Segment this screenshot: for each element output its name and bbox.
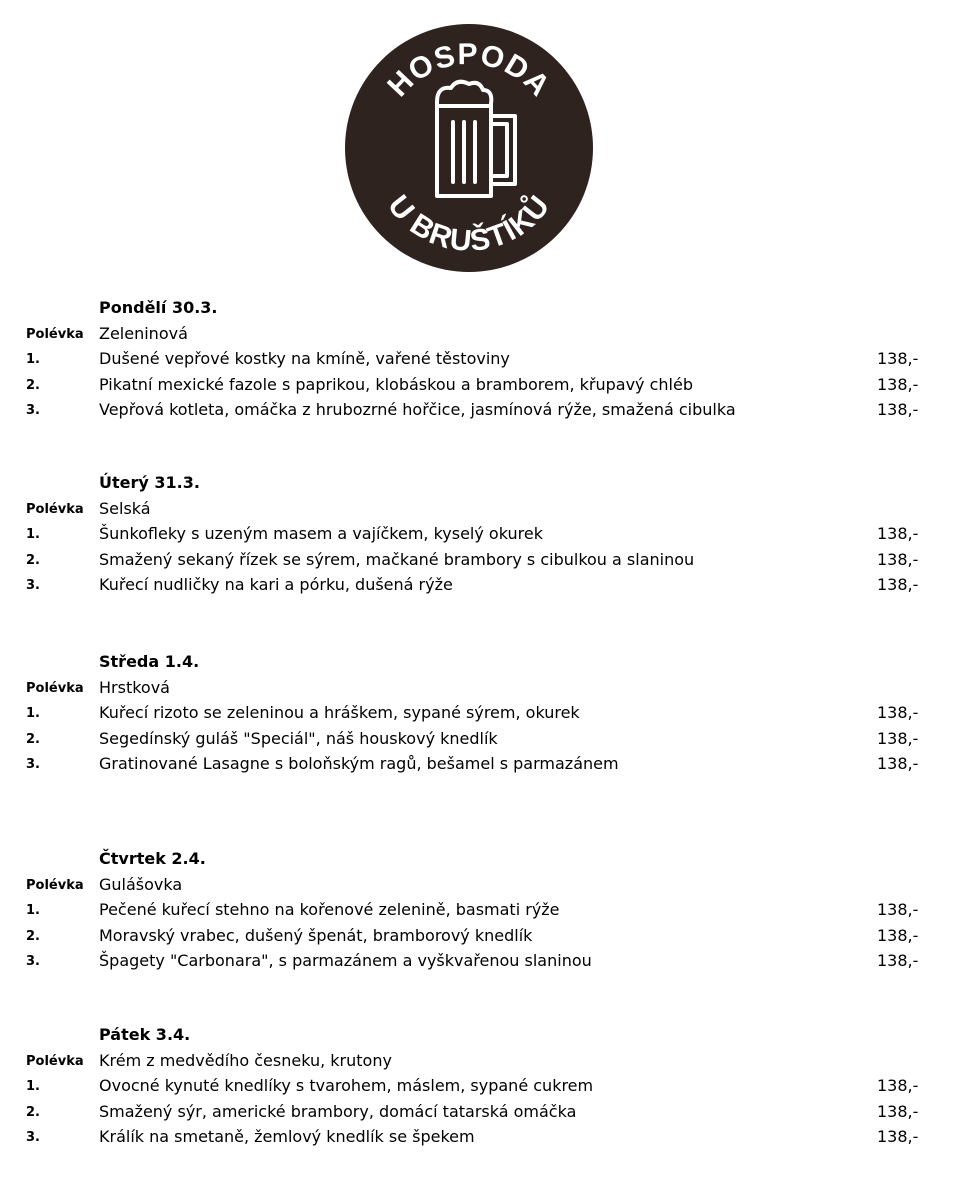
item-number: 2.	[26, 928, 40, 944]
item-price: 138,-	[877, 925, 919, 945]
day-block-thursday	[0, 846, 957, 974]
day-header	[0, 1022, 957, 1048]
soup-label: Polévka	[26, 501, 84, 517]
soup-row	[0, 872, 957, 898]
item-number: 1.	[26, 903, 40, 918]
soup-label: Polévka	[26, 326, 84, 342]
item-number: 2.	[26, 552, 40, 568]
item-price: 138,-	[877, 400, 919, 419]
menu-item-row	[0, 1073, 957, 1099]
menu-item-row	[0, 346, 957, 372]
item-name: Kuřecí rizoto se zeleninou a hráškem, sypané sýrem, okurek	[99, 703, 580, 722]
day-title: Pátek 3.4.	[99, 1025, 191, 1044]
item-name: Špagety "Carbonara", s parmazánem a vyškvařenou slaninou	[99, 951, 592, 970]
day-block-monday	[0, 295, 957, 423]
item-name: Dušené vepřové kostky na kmíně, vařené těstoviny	[99, 349, 510, 368]
day-block-wednesday	[0, 649, 957, 777]
item-name: Smažený sekaný řízek se sýrem, mačkané brambory s cibulkou a slaninou	[99, 549, 695, 569]
item-name: Vepřová kotleta, omáčka z hrubozrné hořčice, jasmínová rýže, smažená cibulka	[99, 400, 736, 419]
restaurant-logo	[345, 24, 593, 272]
day-header	[0, 846, 957, 872]
item-name: Pečené kuřecí stehno na kořenové zelenině, basmati rýže	[99, 900, 560, 919]
item-number: 3.	[26, 757, 40, 772]
menu-item-row	[0, 726, 957, 752]
item-number: 2.	[26, 731, 40, 747]
day-title: Pondělí 30.3.	[99, 298, 218, 317]
soup-row	[0, 496, 957, 522]
day-header	[0, 470, 957, 496]
item-price: 138,-	[877, 728, 919, 748]
menu-item-row	[0, 572, 957, 598]
item-price: 138,-	[877, 754, 919, 773]
item-name: Gratinované Lasagne s boloňským ragů, bešamel s parmazánem	[99, 754, 619, 773]
soup-name: Selská	[99, 498, 151, 518]
soup-name: Hrstková	[99, 677, 170, 697]
item-price: 138,-	[877, 900, 919, 919]
item-price: 138,-	[877, 1101, 919, 1121]
menu-item-row	[0, 1124, 957, 1150]
menu-item-row	[0, 372, 957, 398]
item-name: Kuřecí nudličky na kari a pórku, dušená rýže	[99, 575, 453, 594]
soup-label: Polévka	[26, 680, 84, 696]
item-name: Moravský vrabec, dušený špenát, bramborový knedlík	[99, 925, 533, 945]
menu-item-row	[0, 547, 957, 573]
item-number: 3.	[26, 954, 40, 969]
menu-item-row	[0, 897, 957, 923]
menu-item-row	[0, 751, 957, 777]
soup-name: Zeleninová	[99, 323, 188, 343]
item-name: Pikatní mexické fazole s paprikou, klobáskou a bramborem, křupavý chléb	[99, 374, 693, 394]
item-name: Šunkofleky s uzeným masem a vajíčkem, kyselý okurek	[99, 524, 543, 543]
soup-name: Gulášovka	[99, 874, 183, 894]
item-number: 1.	[26, 706, 40, 721]
day-block-friday	[0, 1022, 957, 1150]
item-name: Ovocné kynuté knedlíky s tvarohem, máslem, sypané cukrem	[99, 1076, 594, 1095]
menu-item-row	[0, 397, 957, 423]
menu-item-row	[0, 1099, 957, 1125]
soup-label: Polévka	[26, 1053, 84, 1069]
day-title: Úterý 31.3.	[99, 473, 200, 492]
item-number: 3.	[26, 403, 40, 418]
logo-text-top: HOSPODA	[381, 37, 557, 104]
day-header	[0, 649, 957, 675]
logo-text-bottom: U BRUŠTÍKŮ	[381, 189, 557, 259]
menu-item-row	[0, 923, 957, 949]
menu-item-row	[0, 948, 957, 974]
item-price: 138,-	[877, 549, 919, 569]
item-price: 138,-	[877, 703, 919, 722]
day-block-tuesday	[0, 470, 957, 598]
item-name: Segedínský guláš "Speciál", náš houskový knedlík	[99, 728, 498, 748]
menu-item-row	[0, 700, 957, 726]
item-price: 138,-	[877, 374, 919, 394]
day-title: Čtvrtek 2.4.	[99, 849, 206, 868]
item-number: 3.	[26, 578, 40, 593]
item-number: 1.	[26, 1079, 40, 1094]
soup-label: Polévka	[26, 877, 84, 893]
menu-item-row	[0, 521, 957, 547]
item-price: 138,-	[877, 1127, 919, 1146]
item-number: 1.	[26, 527, 40, 542]
soup-row	[0, 1048, 957, 1074]
soup-row	[0, 675, 957, 701]
soup-name: Krém z medvědího česneku, krutony	[99, 1050, 392, 1070]
item-number: 3.	[26, 1130, 40, 1145]
item-number: 2.	[26, 377, 40, 393]
item-name: Smažený sýr, americké brambory, domácí tatarská omáčka	[99, 1101, 577, 1121]
logo-graphic	[345, 24, 593, 272]
item-number: 1.	[26, 352, 40, 367]
item-price: 138,-	[877, 951, 919, 970]
item-price: 138,-	[877, 1076, 919, 1095]
day-title: Středa 1.4.	[99, 652, 200, 671]
day-header	[0, 295, 957, 321]
item-price: 138,-	[877, 575, 919, 594]
item-price: 138,-	[877, 524, 919, 543]
item-number: 2.	[26, 1104, 40, 1120]
item-name: Králík na smetaně, žemlový knedlík se špekem	[99, 1127, 475, 1146]
soup-row	[0, 321, 957, 347]
item-price: 138,-	[877, 349, 919, 368]
